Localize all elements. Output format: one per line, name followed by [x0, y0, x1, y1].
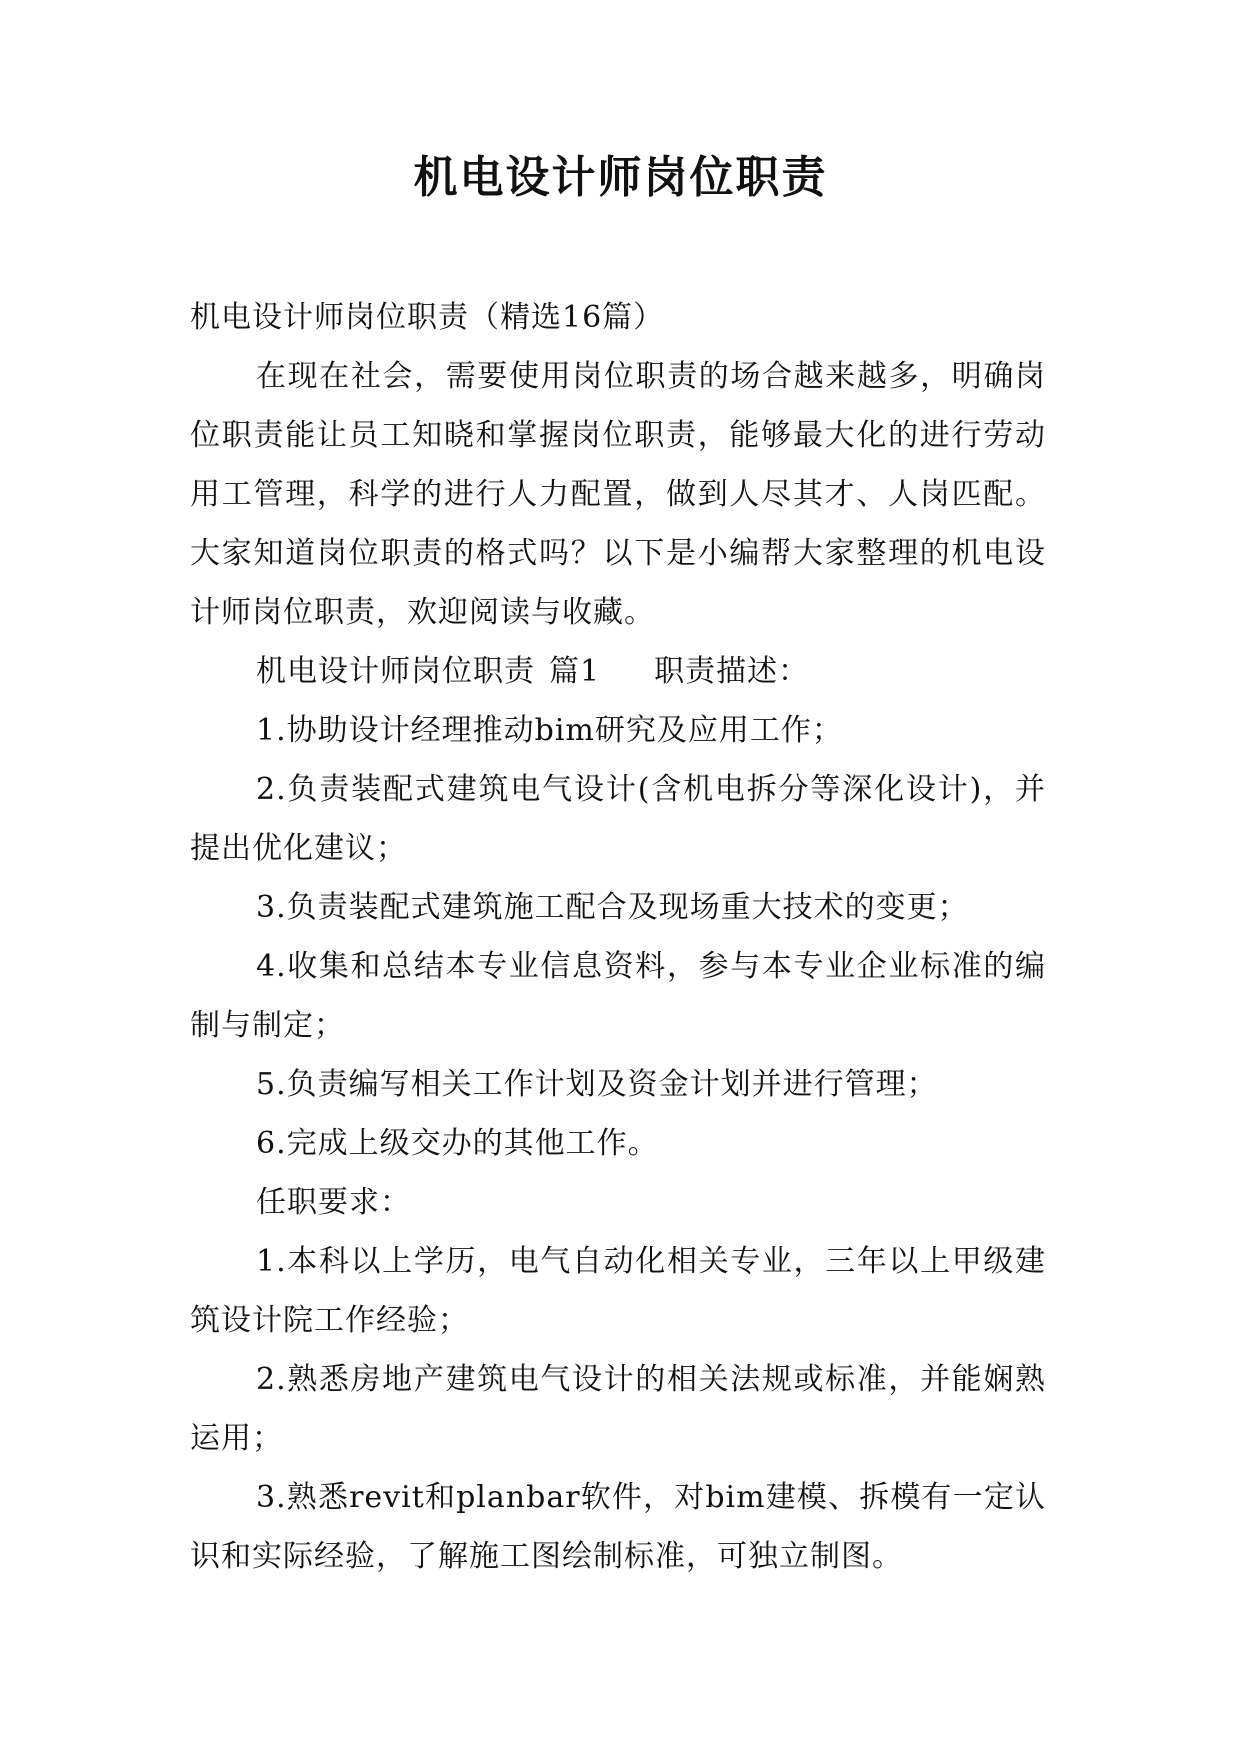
section-heading [190, 642, 1046, 701]
document-subtitle: 机电设计师岗位职责（精选16篇） [190, 300, 665, 335]
requirement-item-1: 1.本科以上学历，电气自动化相关专业，三年以上甲级建筑设计院工作经验； [190, 1244, 1046, 1338]
section-heading-label: 职责描述： [654, 654, 810, 689]
duty-item-6: 6.完成上级交办的其他工作。 [256, 1126, 659, 1161]
section-heading-part: 篇1 [549, 654, 601, 689]
intro-paragraph: 在现在社会，需要使用岗位职责的场合越来越多，明确岗位职责能让员工知晓和掌握岗位职责，能够最大化的进行劳动用工管理，科学的进行人力配置，做到人尽其才、人岗匹配。大家知道岗位职责的格式吗？以下是小编帮大家整理的机电设计师岗位职责，欢迎阅读与收藏。 [190, 359, 1046, 630]
requirement-item-2: 2.熟悉房地产建筑电气设计的相关法规或标准，并能娴熟运用； [190, 1362, 1046, 1456]
duty-item-4: 4.收集和总结本专业信息资料，参与本专业企业标准的编制与制定； [190, 949, 1046, 1043]
document-body [190, 288, 1046, 1586]
duty-item-5: 5.负责编写相关工作计划及资金计划并进行管理； [256, 1067, 938, 1102]
duty-item-2: 2.负责装配式建筑电气设计(含机电拆分等深化设计)，并提出优化建议； [190, 772, 1046, 866]
document-title: 机电设计师岗位职责 [413, 152, 828, 203]
requirement-item-3: 3.熟悉revit和planbar软件，对bim建模、拆模有一定认识和实际经验，了解施工图绘制标准，可独立制图。 [190, 1480, 1046, 1574]
duty-item-1: 1.协助设计经理推动bim研究及应用工作； [256, 713, 843, 748]
duty-item-3: 3.负责装配式建筑施工配合及现场重大技术的变更； [256, 890, 969, 925]
section-heading-name: 机电设计师岗位职责 [256, 654, 535, 689]
requirements-heading: 任职要求： [256, 1185, 411, 1220]
